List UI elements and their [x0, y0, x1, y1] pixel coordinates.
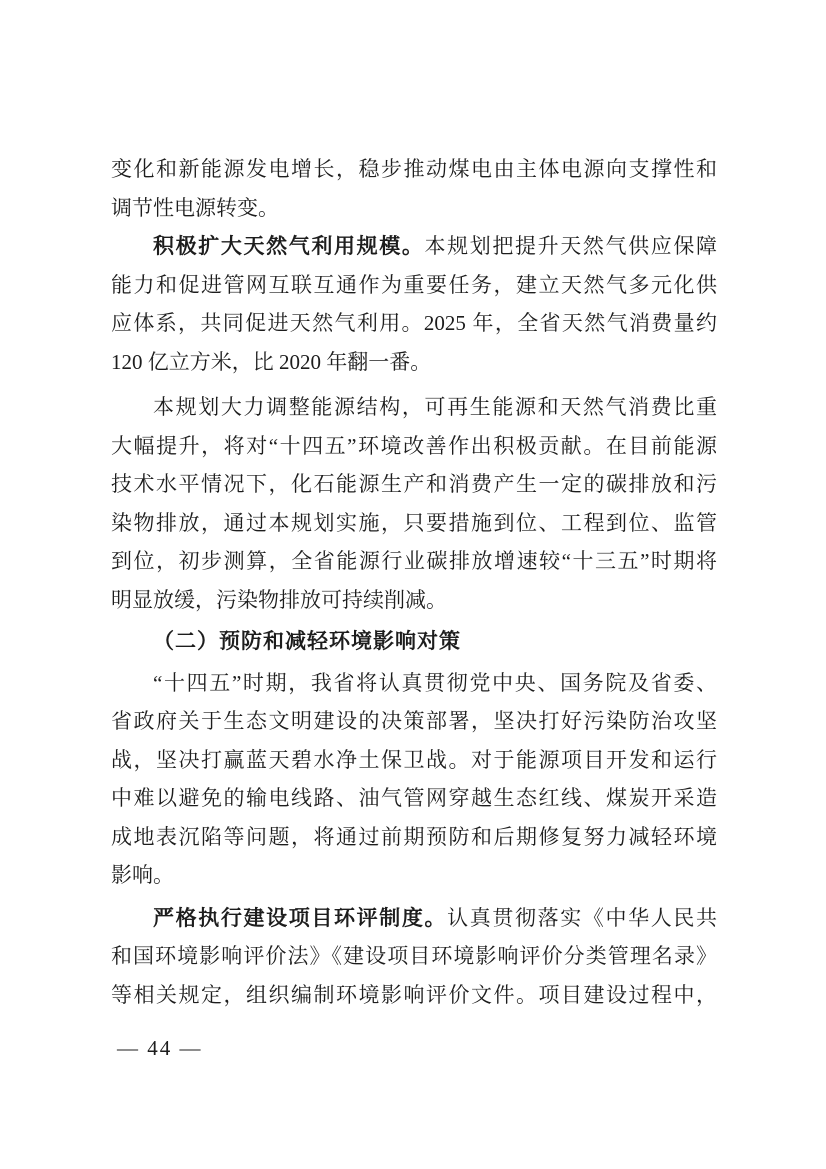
paragraph-line: [111, 542, 717, 581]
section-heading: [111, 622, 717, 661]
paragraph-line: [111, 581, 717, 620]
paragraph-line: [111, 504, 717, 543]
line-text: 等相关规定，组织编制环境影响评价文件。项目建设过程中，: [111, 982, 717, 1007]
paragraph-line: [111, 976, 717, 1015]
line-text: 变化和新能源发电增长，稳步推动煤电由主体电源向支撑性和: [111, 157, 717, 181]
paragraph-line: [111, 779, 717, 818]
line-text: 到位，初步测算，全省能源行业碳排放增速较“十三五”时期将: [111, 549, 717, 573]
paragraph-line: [111, 304, 717, 343]
line-text: 省政府关于生态文明建设的决策部署，坚决打好污染防治攻坚: [111, 709, 717, 733]
paragraph-line: [111, 702, 717, 741]
line-text: 明显放缓，污染物排放可持续削减。: [111, 587, 447, 612]
paragraph-line: [111, 818, 717, 857]
line-text: “十四五”时期，我省将认真贯彻党中央、国务院及省委、: [153, 670, 717, 695]
line-bold-text: 积极扩大天然气利用规模。: [153, 234, 425, 258]
line-text: 本规划把提升天然气供应保障: [424, 234, 717, 258]
line-text: 染物排放，通过本规划实施，只要措施到位、工程到位、监管: [111, 510, 717, 535]
line-text: 技术水平情况下，化石能源生产和消费产生一定的碳排放和污: [111, 472, 717, 496]
line-text: 中难以避免的输电线路、油气管网穿越生态红线、煤炭开采造: [111, 786, 717, 810]
line-text: 认真贯彻落实《中华人民共: [447, 905, 717, 930]
paragraph-line: [111, 388, 717, 427]
paragraph-line: [111, 189, 717, 228]
paragraph-line: [111, 266, 717, 305]
paragraph-line: [111, 664, 717, 703]
paragraph-line: [111, 150, 717, 189]
paragraph-line: [111, 427, 717, 466]
paragraph-line: [111, 465, 717, 504]
line-text: 成地表沉陷等问题，将通过前期预防和后期修复努力减轻环境: [111, 824, 717, 849]
line-text: 能力和促进管网互联互通作为重要任务，建立天然气多元化供: [111, 272, 717, 297]
page-number: — 44 —: [117, 1036, 203, 1060]
line-bold-text: 严格执行建设项目环评制度。: [153, 905, 448, 930]
paragraph-line: [111, 343, 717, 382]
line-text: 和国环境影响评价法》《建设项目环境影响评价分类管理名录》: [111, 944, 717, 968]
line-text: 战，坚决打赢蓝天碧水净土保卫战。对于能源项目开发和运行: [111, 747, 717, 772]
paragraph-line: [111, 856, 717, 895]
line-text: 影响。: [111, 863, 174, 887]
line-text: 本规划大力调整能源结构，可再生能源和天然气消费比重: [153, 395, 717, 419]
paragraph-line: [111, 937, 717, 976]
paragraph-line: [111, 227, 717, 266]
line-text: 120 亿立方米，比 2020 年翻一番。: [111, 349, 432, 374]
line-text: 大幅提升，将对“十四五”环境改善作出积极贡献。在目前能源: [111, 433, 717, 458]
line-text: 调节性电源转变。: [111, 195, 279, 220]
paragraph-line: [111, 899, 717, 938]
document-text-block: [111, 150, 717, 1014]
line-text: 应体系，共同促进天然气利用。2025 年，全省天然气消费量约: [111, 311, 717, 335]
heading-text: （二）预防和减轻环境影响对策: [153, 629, 461, 653]
paragraph-line: [111, 741, 717, 780]
